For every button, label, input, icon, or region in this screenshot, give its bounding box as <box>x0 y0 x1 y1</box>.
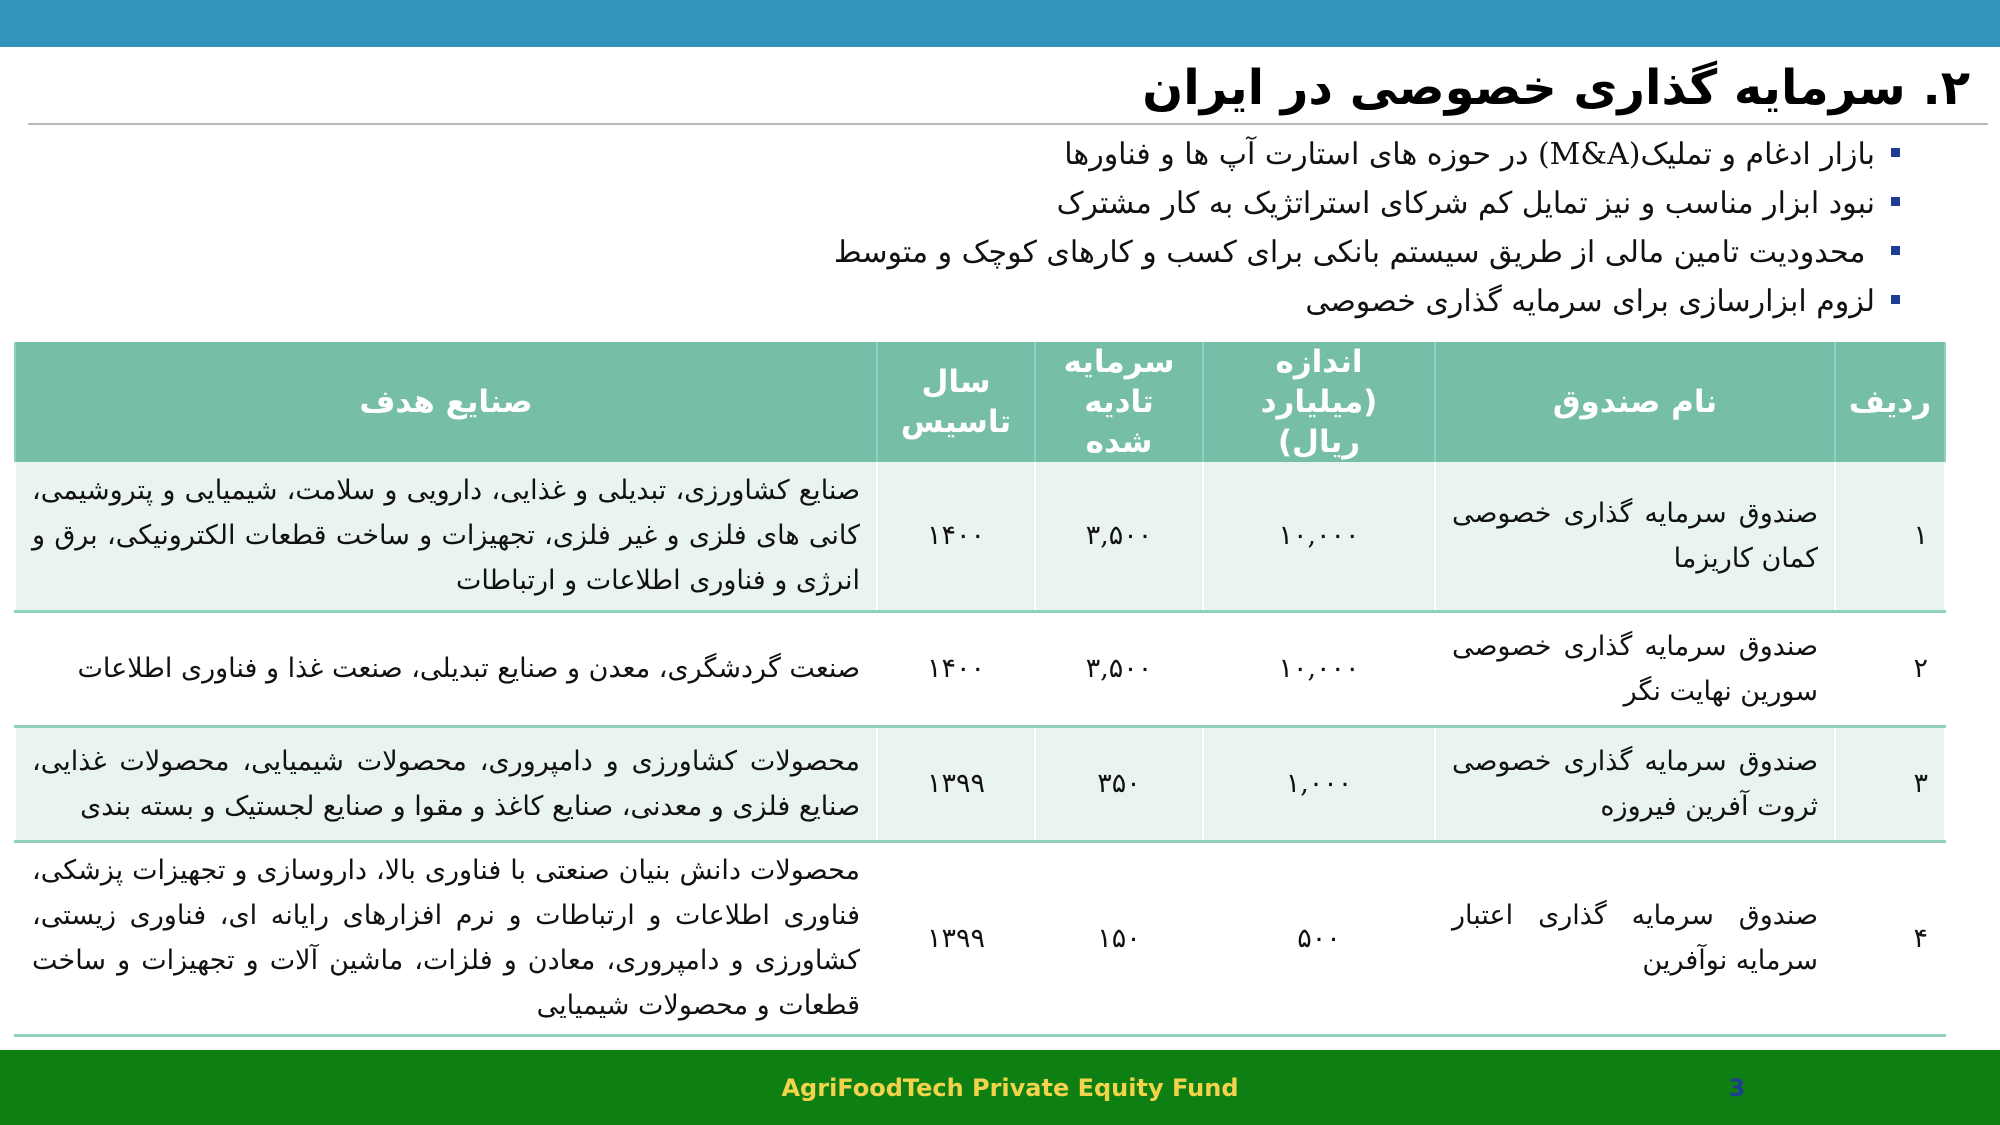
bullet-list <box>50 130 1900 326</box>
bullet-text: لزوم ابزارسازی برای سرمایه گذاری خصوصی <box>1305 284 1875 319</box>
bullet-item <box>50 228 1900 277</box>
table-row <box>15 726 1945 841</box>
table-row <box>15 462 1945 611</box>
cell-row-number: ۳ <box>1835 726 1945 841</box>
cell-founding-year: ۱۴۰۰ <box>877 611 1035 726</box>
footer-title: AgriFoodTech Private Equity Fund <box>781 1074 1239 1102</box>
cell-size: ۱,۰۰۰ <box>1203 726 1435 841</box>
cell-paid-capital: ۳,۵۰۰ <box>1035 611 1203 726</box>
header-size: اندازه (میلیارد ریال) <box>1203 342 1435 462</box>
cell-founding-year: ۱۴۰۰ <box>877 462 1035 611</box>
cell-fund-name: صندوق سرمایه گذاری خصوصی ثروت آفرین فیروزه <box>1435 726 1835 841</box>
header-founding-year: سال تاسیس <box>877 342 1035 462</box>
table-row <box>15 841 1945 1035</box>
bullet-item <box>50 277 1900 326</box>
bullet-text: محدودیت تامین مالی از طریق سیستم بانکی برای کسب و کارهای کوچک و متوسط <box>833 235 1875 270</box>
header-paid-capital: سرمایه تادیه شده <box>1035 342 1203 462</box>
cell-target-industries: صنایع کشاورزی، تبدیلی و غذایی، دارویی و سلامت، شیمیایی و پتروشیمی، کانی های فلزی و غیر فلزی، تجهیزات و ساخت قطعات الکترونیکی، برق و انرژی و فناوری اطلاعات و ارتباطات <box>15 462 877 611</box>
header-fund-name: نام صندوق <box>1435 342 1835 462</box>
cell-paid-capital: ۳,۵۰۰ <box>1035 462 1203 611</box>
header-row-number: ردیف <box>1835 342 1945 462</box>
cell-size: ۱۰,۰۰۰ <box>1203 462 1435 611</box>
top-accent-bar <box>0 0 2000 47</box>
bullet-text: بازار ادغام و تملیک(M&A) در حوزه های استارت آپ ها و فناورها <box>1064 137 1875 172</box>
bullet-item <box>50 179 1900 228</box>
cell-target-industries: محصولات دانش بنیان صنعتی با فناوری بالا، داروسازی و تجهیزات پزشکی، فناوری اطلاعات و ارتباطات و نرم افزارهای رایانه ای، فناوری زیستی، کشاورزی و دامپروری، معادن و فلزات، ماشین آلات و تجهیزات و ساخت قطعات و محصولات شیمیایی <box>15 841 877 1035</box>
table-header-row <box>15 342 1945 462</box>
bullet-item <box>50 130 1900 179</box>
square-bullet-icon <box>1891 148 1900 157</box>
bullet-text: نبود ابزار مناسب و نیز تمایل کم شرکای استراتژیک به کار مشترک <box>1056 186 1875 221</box>
cell-row-number: ۲ <box>1835 611 1945 726</box>
cell-row-number: ۱ <box>1835 462 1945 611</box>
page-number: 3 <box>1728 1074 1746 1102</box>
header-target-industries: صنایع هدف <box>15 342 877 462</box>
cell-fund-name: صندوق سرمایه گذاری خصوصی کمان کاریزما <box>1435 462 1835 611</box>
cell-size: ۱۰,۰۰۰ <box>1203 611 1435 726</box>
cell-founding-year: ۱۳۹۹ <box>877 841 1035 1035</box>
cell-target-industries: محصولات کشاورزی و دامپروری، محصولات شیمیایی، محصولات غذایی، صنایع فلزی و معدنی، صنایع کاغذ و مقوا و صنایع لجستیک و بسته بندی <box>15 726 877 841</box>
cell-paid-capital: ۳۵۰ <box>1035 726 1203 841</box>
square-bullet-icon <box>1891 246 1900 255</box>
title-divider <box>28 123 1988 125</box>
cell-fund-name: صندوق سرمایه گذاری خصوصی سورین نهایت نگر <box>1435 611 1835 726</box>
cell-size: ۵۰۰ <box>1203 841 1435 1035</box>
cell-fund-name: صندوق سرمایه گذاری اعتبار سرمایه نوآفرین <box>1435 841 1835 1035</box>
cell-target-industries: صنعت گردشگری، معدن و صنایع تبدیلی، صنعت غذا و فناوری اطلاعات <box>15 611 877 726</box>
slide-title: ۲. سرمایه گذاری خصوصی در ایران <box>1142 60 1970 116</box>
square-bullet-icon <box>1891 295 1900 304</box>
square-bullet-icon <box>1891 197 1900 206</box>
cell-founding-year: ۱۳۹۹ <box>877 726 1035 841</box>
cell-row-number: ۴ <box>1835 841 1945 1035</box>
table-row <box>15 611 1945 726</box>
funds-table <box>14 342 1946 1037</box>
cell-paid-capital: ۱۵۰ <box>1035 841 1203 1035</box>
